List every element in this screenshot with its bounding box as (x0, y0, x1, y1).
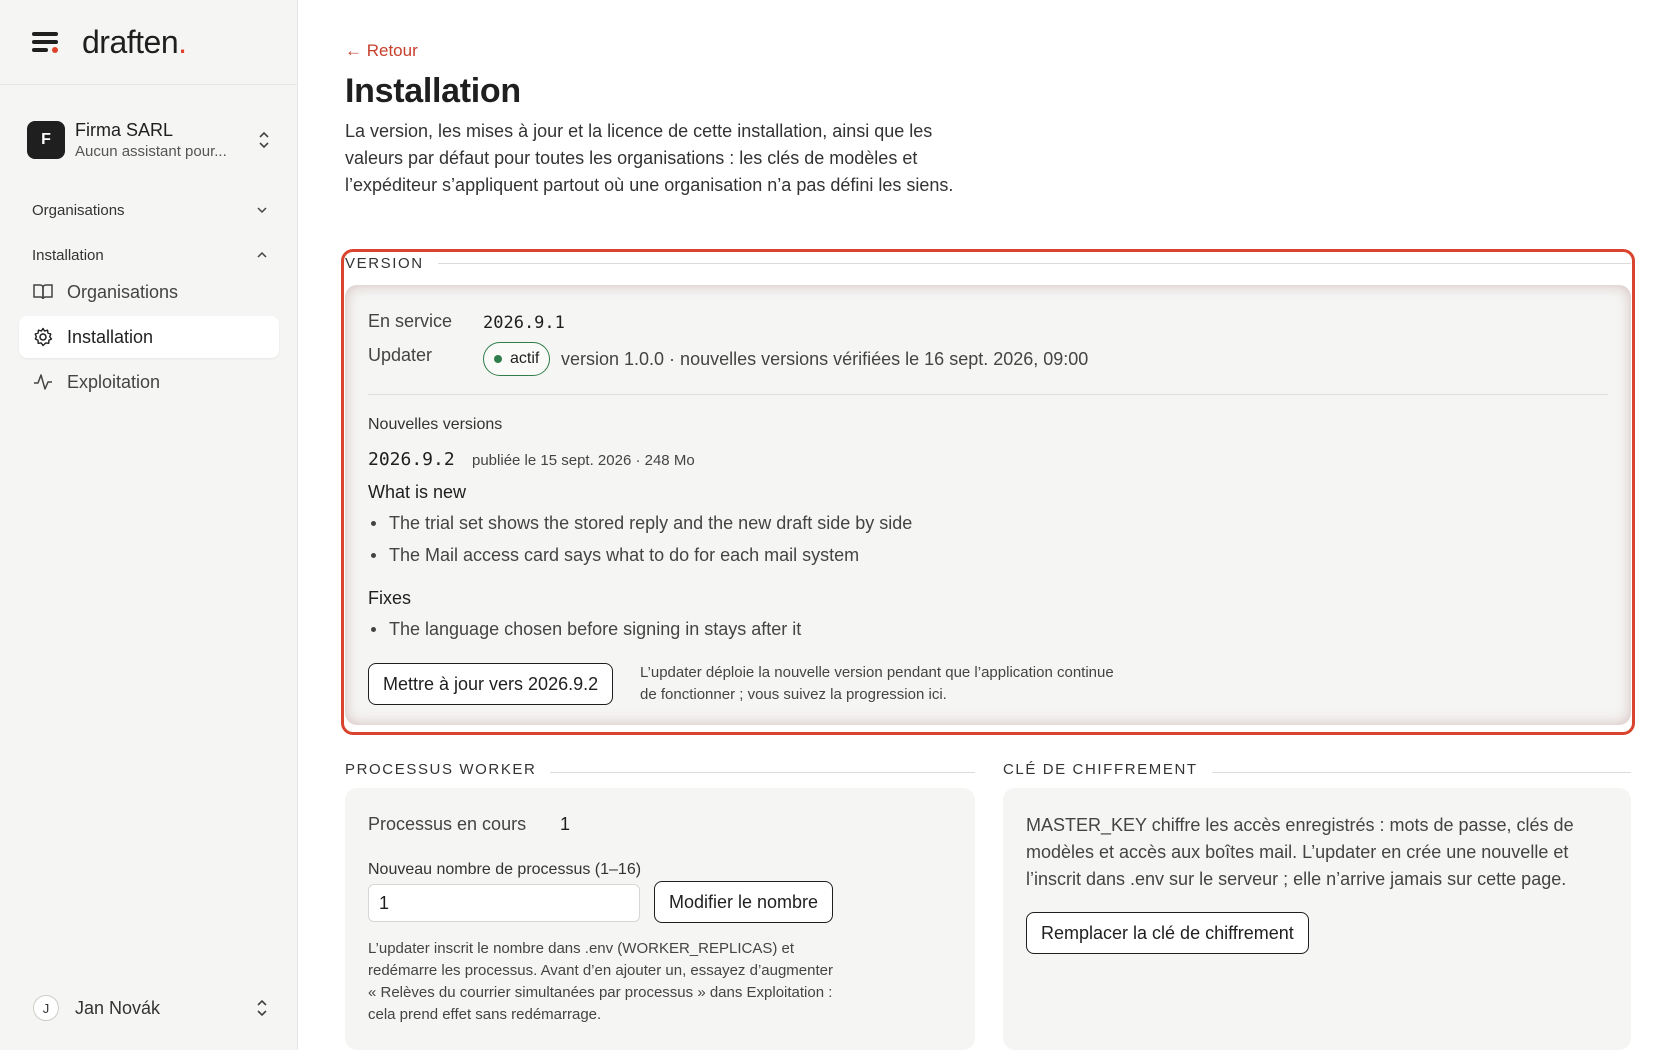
in-service-value: 2026.9.1 (483, 313, 565, 333)
org-switcher[interactable] (27, 114, 275, 166)
sidebar-item-installation[interactable]: Installation (19, 316, 279, 358)
user-avatar: J (33, 995, 59, 1021)
whats-new-heading: What is new (368, 482, 467, 502)
activity-icon (33, 372, 53, 392)
user-switcher[interactable] (33, 992, 269, 1024)
user-name: Jan Novák (75, 997, 161, 1018)
brand-bar (0, 0, 297, 85)
worker-card (345, 788, 975, 1050)
sidebar-section-organisations[interactable]: Organisations (32, 196, 268, 224)
replace-key-button[interactable]: Remplacer la clé de chiffrement (1026, 912, 1309, 954)
sidebar-item-exploitation[interactable]: Exploitation (19, 361, 279, 403)
chevron-up-icon (256, 249, 268, 261)
list-item: The trial set shows the stored reply and the new draft side by side (368, 513, 912, 534)
modify-count-button[interactable]: Modifier le nombre (654, 881, 833, 923)
encryption-section-title: CLÉ DE CHIFFREMENT (1003, 761, 1212, 778)
release-meta: publiée le 15 sept. 2026 · 248 Mo (472, 452, 695, 469)
updater-label: Updater (368, 345, 433, 365)
sidebar (0, 0, 298, 1050)
worker-section-title: PROCESSUS WORKER (345, 761, 550, 778)
process-count-input[interactable]: 1 (368, 884, 640, 922)
encryption-legend-rule (1205, 772, 1631, 773)
worker-legend-rule (541, 772, 975, 773)
update-version-button[interactable]: Mettre à jour vers 2026.9.2 (368, 663, 613, 705)
version-section-title: VERSION (345, 255, 438, 272)
worker-help-text: L’updater inscrit le nombre dans .env (WORKER_REPLICAS) et redémarre les processus. Avant d’en ajouter un, essayez d’augmenter « Relèves du courrier simultanées par processus » dans Exploitation : cela prend effet sans redémarrage. (368, 940, 833, 1023)
org-name: Firma SARL (75, 120, 174, 140)
chevron-down-icon (256, 204, 268, 216)
in-service-label: En service (368, 311, 453, 331)
org-subtitle: Aucun assistant pour... (75, 143, 227, 160)
encryption-card (1003, 788, 1631, 1050)
running-processes-label: Processus en cours (368, 814, 527, 834)
updater-meta: version 1.0.0 · nouvelles versions vérifiées le 16 sept. 2026, 09:00 (561, 349, 1089, 369)
fixes-heading: Fixes (368, 588, 412, 608)
release-version: 2026.9.2 (368, 449, 455, 470)
brand-logo: draften. (82, 23, 187, 60)
book-icon (33, 282, 53, 302)
new-count-label: Nouveau nombre de processus (1–16) (368, 861, 642, 878)
list-item: The Mail access card says what to do for each mail system (368, 545, 859, 566)
menu-icon[interactable] (32, 31, 60, 53)
new-versions-label: Nouvelles versions (368, 416, 503, 433)
version-highlight-outline (341, 249, 1635, 735)
chevron-up-down-icon (257, 128, 271, 152)
sidebar-item-organisations[interactable]: Organisations (19, 271, 279, 313)
chevron-up-down-icon (255, 996, 269, 1020)
back-link[interactable]: ← Retour (345, 41, 418, 60)
org-avatar: F (27, 121, 65, 159)
update-help-text: L’updater déploie la nouvelle version pendant que l’application continue de fonctionner ; vous suivez la progression ici. (640, 664, 1114, 703)
encryption-description: MASTER_KEY chiffre les accès enregistrés : mots de passe, clés de modèles et accès aux boîtes mail. L’updater en crée une nouvelle et l’inscrit dans .env sur le serveur ; elle n’arrive jamais sur cette page. (1026, 815, 1574, 889)
updater-status-badge: actif (483, 342, 550, 376)
list-item: The language chosen before signing in stays after it (368, 619, 801, 640)
page-title: Installation (345, 72, 521, 110)
page-description: La version, les mises à jour et la licence de cette installation, ainsi que les valeurs par défaut pour toutes les organisations : les clés de modèles et l’expéditeur s’appliquent partout où une organisation n’a pas défini les siens. (345, 121, 954, 195)
sidebar-section-installation[interactable]: Installation (32, 241, 268, 269)
running-processes-value: 1 (560, 814, 571, 834)
gear-icon (33, 327, 53, 347)
